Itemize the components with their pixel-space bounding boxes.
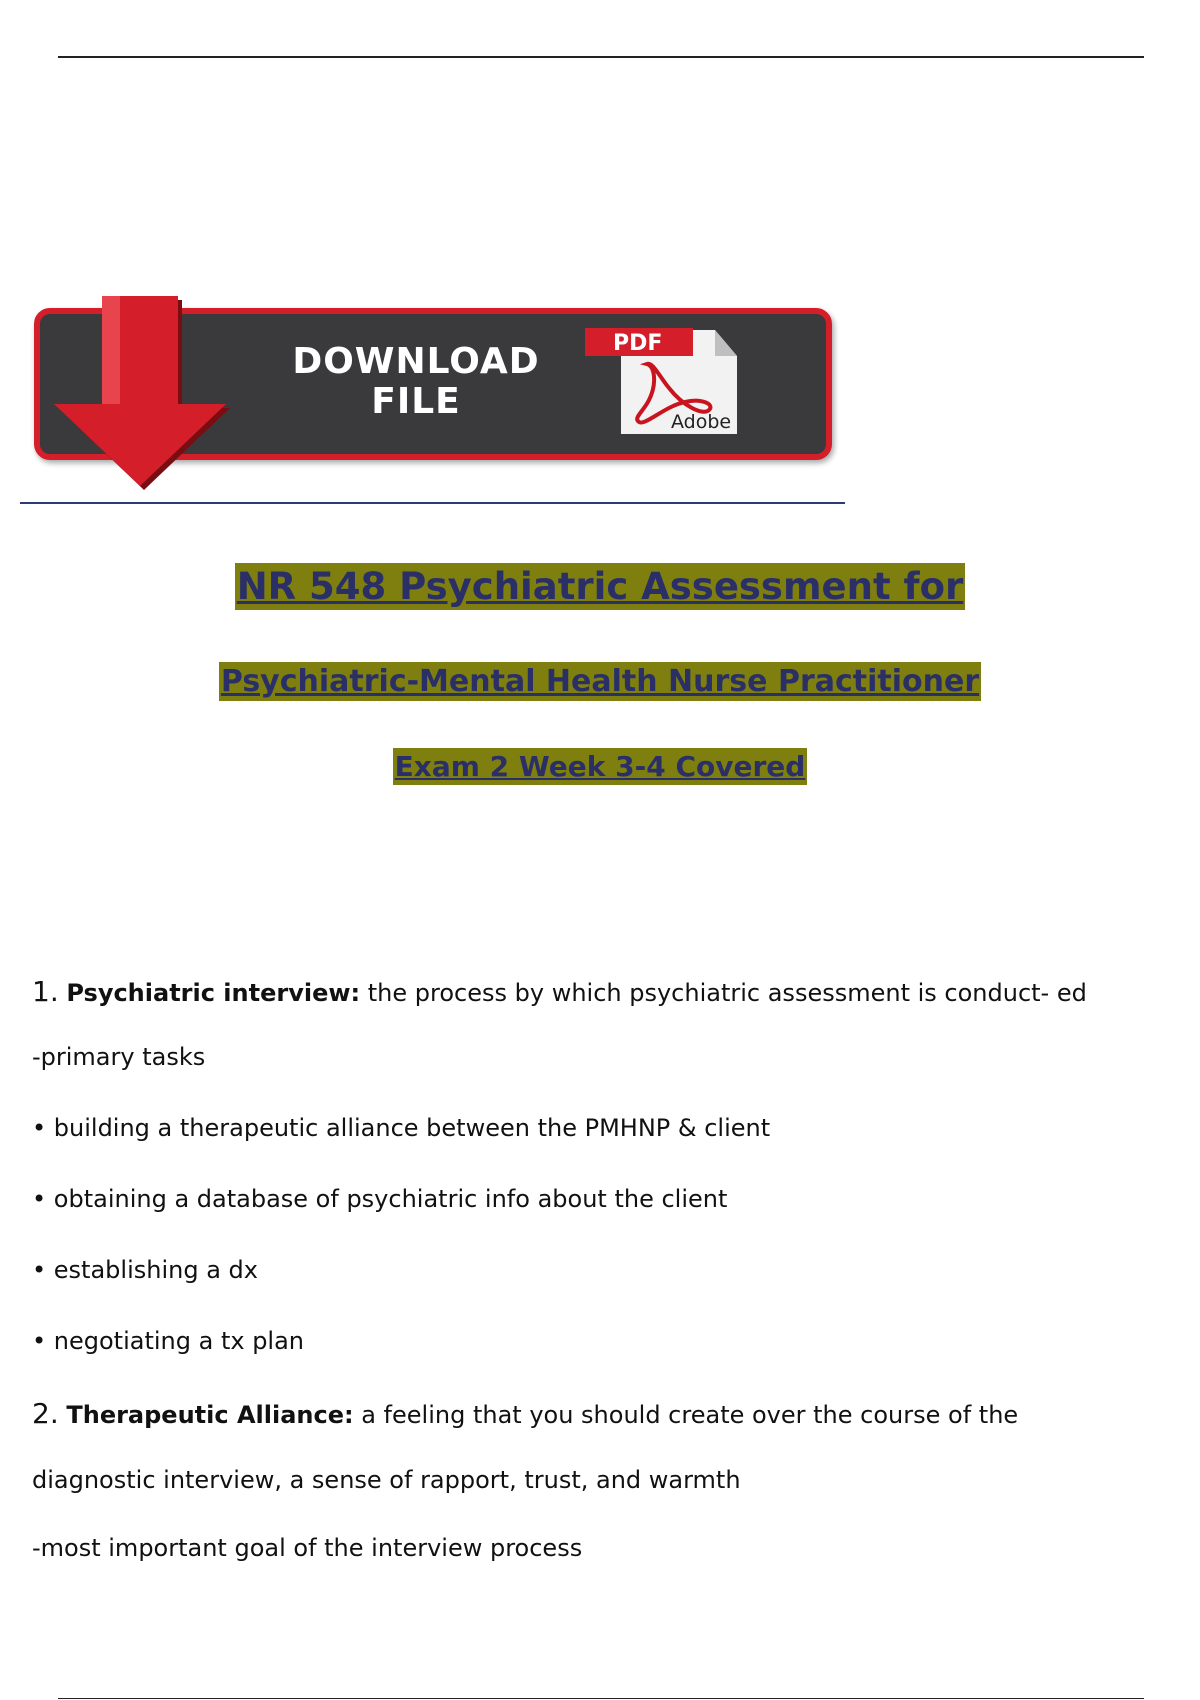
- file-line: FILE: [371, 381, 461, 422]
- document-title: NR 548 Psychiatric Assessment for: [236, 565, 964, 608]
- download-line: DOWNLOAD: [292, 341, 540, 382]
- item-2-term: Therapeutic Alliance:: [66, 1401, 354, 1429]
- item-2-continuation: diagnostic interview, a sense of rapport, trust, and warmth: [32, 1466, 741, 1494]
- item-1-number: 1.: [32, 975, 59, 1008]
- download-label: [236, 342, 596, 422]
- item-2-definition: a feeling that you should create over the course of the: [353, 1401, 1019, 1429]
- bottom-rule: [58, 1698, 1144, 1699]
- item-2-note: -most important goal of the interview process: [32, 1534, 583, 1562]
- pdf-label: PDF: [613, 331, 663, 356]
- exam-coverage-title: Exam 2 Week 3-4 Covered: [394, 750, 806, 783]
- item-1-definition: the process by which psychiatric assessment is conduct- ed: [360, 979, 1087, 1007]
- document-subtitle: Psychiatric-Mental Health Nurse Practitioner: [220, 664, 980, 699]
- top-rule: [58, 56, 1144, 58]
- item-2-number: 2.: [32, 1397, 59, 1430]
- item-1-bullet: • obtaining a database of psychiatric info about the client: [32, 1185, 728, 1213]
- item-1-subhead: -primary tasks: [32, 1043, 206, 1071]
- download-file-banner[interactable]: [20, 290, 840, 500]
- item-1-term: Psychiatric interview:: [66, 979, 361, 1007]
- banner-underline: [20, 502, 845, 504]
- item-1-bullet: • negotiating a tx plan: [32, 1327, 305, 1355]
- pdf-adobe-icon: [585, 326, 760, 436]
- down-arrow-icon: [50, 290, 240, 490]
- adobe-label: Adobe: [671, 411, 732, 433]
- item-1-heading: [32, 975, 1087, 1008]
- item-1-bullet: • building a therapeutic alliance between the PMHNP & client: [32, 1114, 771, 1142]
- item-2-heading: [32, 1397, 1018, 1430]
- item-1-bullet: • establishing a dx: [32, 1256, 258, 1284]
